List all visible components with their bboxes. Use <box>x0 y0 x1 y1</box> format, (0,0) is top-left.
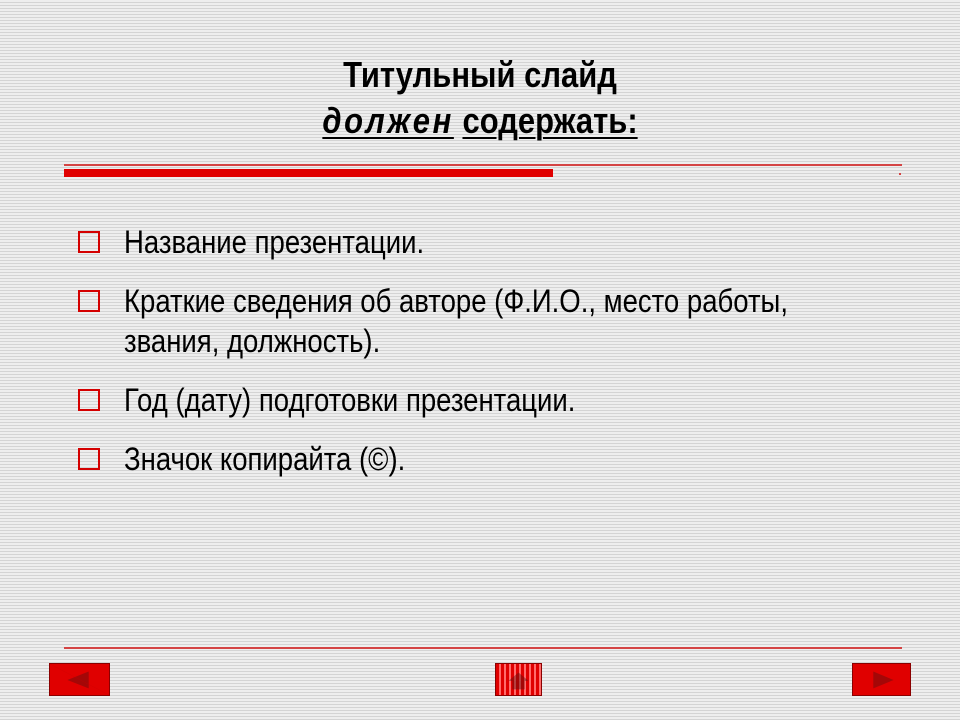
square-bullet-icon <box>78 389 100 411</box>
home-icon <box>496 664 541 695</box>
square-bullet-icon <box>78 290 100 312</box>
home-button[interactable] <box>495 663 542 696</box>
title-divider-thin <box>64 164 902 166</box>
title-rest: содержать: <box>462 100 638 141</box>
arrow-right-icon <box>853 664 910 695</box>
title-line-2 <box>67 98 893 144</box>
list-item <box>70 439 850 479</box>
footer-divider <box>64 647 902 649</box>
list-item-text: Название презентации. <box>124 224 425 260</box>
bullet-list <box>70 222 850 498</box>
title-divider-dot <box>899 173 901 175</box>
list-item <box>70 222 850 262</box>
title-divider-thick <box>64 169 553 177</box>
list-item-text: Краткие сведения об авторе (Ф.И.О., место работы, звания, должность). <box>124 283 788 359</box>
list-item <box>70 380 850 420</box>
title-divider <box>64 164 902 178</box>
prev-slide-button[interactable] <box>49 663 110 696</box>
title-emphasis: должен <box>322 100 454 141</box>
list-item-text: Значок копирайта (©). <box>124 441 406 477</box>
title-line-1: Титульный слайд <box>343 54 617 95</box>
square-bullet-icon <box>78 231 100 253</box>
square-bullet-icon <box>78 448 100 470</box>
next-slide-button[interactable] <box>852 663 911 696</box>
list-item-text: Год (дату) подготовки презентации. <box>124 382 576 418</box>
arrow-left-icon <box>50 664 109 695</box>
slide-title <box>67 52 893 144</box>
list-item <box>70 281 850 361</box>
